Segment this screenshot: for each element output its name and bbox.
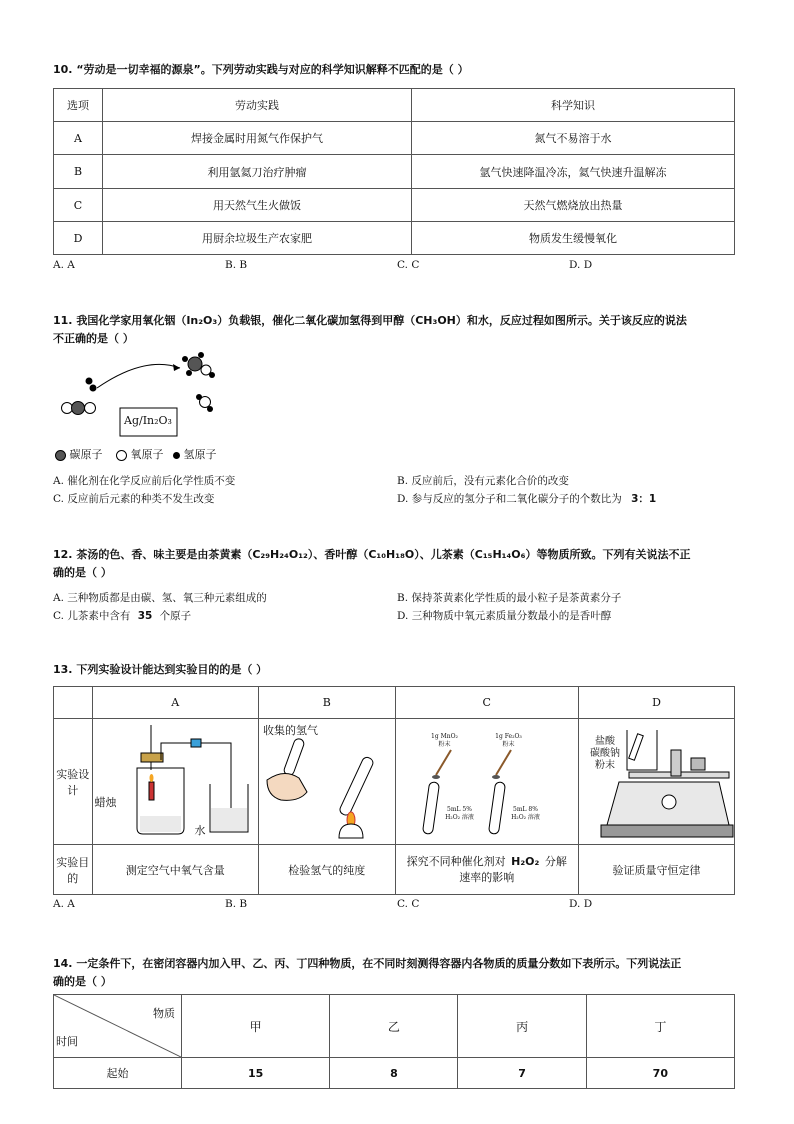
reaction-arrow [97, 364, 180, 388]
q13-purpose-c-line2: 速率的影响 [459, 870, 515, 884]
carbon-atom [188, 357, 202, 371]
beaker-water [211, 808, 247, 831]
fig-d-acid-label: 盐酸 [595, 735, 615, 747]
test-tube-inverted [283, 737, 305, 776]
q13-purpose-c-suffix: 分解 [544, 854, 567, 868]
q11-option-d[interactable] [397, 491, 656, 506]
test-tube-right [488, 781, 505, 834]
q11-legend-hydrogen: 氢原子 [183, 448, 217, 461]
q14-value-yi: 8 [330, 1058, 458, 1089]
q14-stem-line1: 14. 一定条件下，在密闭容器内加入甲、乙、丙、丁四种物质，在不同时刻测得容器内各物质的质量分数如下表所示。下列说法正 [53, 957, 682, 970]
test-tube-left [422, 781, 439, 834]
fig-a-water-label: 水 [194, 823, 206, 837]
q10-header-knowledge: 科学知识 [412, 89, 735, 122]
q10-row-b-knowledge: 氩气快速降温冷冻，氦气快速升温解冻 [412, 155, 735, 189]
fig-d-carbonate-label: 碳酸钠 粉末 [590, 747, 620, 771]
fig-a-candle-label: 蜡烛 [94, 795, 117, 809]
q11-stem-line2: 不正确的是（ ） [53, 332, 134, 345]
q13-purpose-b: 检验氢气的纯度 [259, 845, 396, 895]
hydrogen-atom [182, 356, 188, 362]
powder-left [432, 775, 440, 779]
q14-corner-top: 物质 [153, 1007, 175, 1020]
q14-header-bing: 丙 [458, 995, 586, 1058]
q13-purpose-d: 验证质量守恒定律 [579, 845, 735, 895]
q14-corner-bottom: 时间 [56, 1035, 78, 1048]
q12-option-c-suffix: 个原子 [159, 610, 192, 622]
q13-col-b: B [259, 687, 396, 719]
q13-purpose-a: 测定空气中氧气含量 [92, 845, 259, 895]
hand-icon [267, 773, 307, 800]
q13-option-a[interactable]: A. A [53, 898, 75, 910]
q12-option-d[interactable]: D. 三种物质中氧元素质量分数最小的是香叶醇 [397, 610, 612, 622]
q10-row-b-option: B [54, 155, 103, 189]
q10-option-c[interactable]: C. C [397, 259, 420, 271]
q13-col-d: D [579, 687, 735, 719]
q10-stem: 10. “劳动是一切幸福的源泉”。下列劳动实践与对应的科学知识解释不匹配的是（ ） [53, 63, 469, 76]
hydrogen-atom [186, 370, 192, 376]
q14-header-ding: 丁 [586, 995, 734, 1058]
q11-option-d-ratio: 3：1 [631, 493, 657, 505]
q11-catalyst-label: Ag/In₂O₃ [124, 414, 172, 427]
balance-pillar [671, 750, 681, 776]
hydrogen-atom [207, 406, 213, 412]
q10-table [53, 88, 735, 255]
fig-c-mno2-label: 1g MnO₂ 粉末 [431, 732, 458, 748]
q13-fig-b-cell [259, 719, 396, 845]
q13-table [53, 686, 735, 895]
q13-fig-c-cell [395, 719, 579, 845]
q14-value-jia: 15 [182, 1058, 330, 1089]
q13-col-c: C [395, 687, 579, 719]
q11-legend-oxygen: 氧原子 [130, 448, 164, 461]
oxygen-atom [62, 403, 73, 414]
q14-table [53, 994, 735, 1089]
q13-fig-c-apparatus [396, 720, 571, 844]
q10-row-d-knowledge: 物质发生缓慢氧化 [412, 222, 735, 255]
q11-legend-carbon: 碳原子 [69, 448, 103, 461]
q11-legend [55, 446, 217, 462]
hydrogen-legend-icon [173, 452, 180, 459]
clamp [191, 739, 201, 747]
q14-row-label: 起始 [54, 1058, 182, 1089]
arrow-head [173, 364, 180, 371]
q11-option-a[interactable]: A. 催化剂在化学反应前后化学性质不变 [53, 475, 236, 487]
q13-stem: 13. 下列实验设计能达到实验目的的是（ ） [53, 663, 268, 676]
candle-body [149, 782, 154, 800]
q11-option-c[interactable]: C. 反应前后元素的种类不发生改变 [53, 493, 215, 505]
spatula-right [496, 750, 511, 775]
candle-flame [149, 774, 153, 782]
q13-fig-a-cell [92, 719, 259, 845]
powder-right [492, 775, 500, 779]
q13-corner [54, 687, 93, 719]
q12-option-c-text: C. 儿茶素中含有 [53, 610, 131, 622]
q13-col-a: A [92, 687, 259, 719]
q14-header-yi: 乙 [330, 995, 458, 1058]
q12-option-c-count: 35 [137, 610, 153, 622]
carbon-legend-icon [55, 450, 66, 461]
q14-corner-cell [54, 995, 182, 1058]
q10-row-a-option: A [54, 122, 103, 155]
q10-row-c-practice: 用天然气生火做饭 [103, 189, 412, 222]
q13-fig-b-apparatus [259, 720, 387, 844]
spatula-left [436, 750, 451, 775]
balance-dial [662, 795, 676, 809]
carbon-atom [72, 402, 85, 415]
fig-c-fe2o3-label: 1g Fe₂O₃ 粉末 [495, 732, 522, 748]
q12-stem-line1: 12. 茶汤的色、香、味主要是由茶黄素（C₂₉H₂₄O₁₂）、香叶醇（C₁₀H₁₈O）、儿茶素（C₁₅H₁₄O₆）等物质所致。下列有关说法不正 [53, 548, 691, 561]
q12-option-c[interactable] [53, 608, 191, 623]
q13-purpose-c-formula: H₂O₂ [511, 854, 540, 868]
q10-header-option: 选项 [54, 89, 103, 122]
hydrogen-atom [209, 372, 215, 378]
q11-option-d-text: D. 参与反应的氢分子和二氧化碳分子的个数比为 [397, 493, 622, 505]
hydrogen-atom [86, 378, 93, 385]
q13-row1-label: 实验设计 [54, 719, 93, 845]
q12-stem-line2: 确的是（ ） [53, 566, 112, 579]
q14-value-bing: 7 [458, 1058, 586, 1089]
q10-row-b-practice: 利用氩氦刀治疗肿瘤 [103, 155, 412, 189]
q12-option-a[interactable]: A. 三种物质都是由碳、氢、氧三种元素组成的 [53, 592, 267, 604]
q10-header-practice: 劳动实践 [103, 89, 412, 122]
test-tube [338, 755, 374, 816]
oxygen-legend-icon [116, 450, 127, 461]
oxygen-atom [85, 403, 96, 414]
q13-row2-label: 实验目的 [54, 845, 93, 895]
stopper [141, 753, 163, 762]
q13-fig-d-cell [579, 719, 735, 845]
balance-base [601, 825, 733, 837]
q10-row-c-option: C [54, 189, 103, 222]
fig-b-collect-label: 收集的氢气 [263, 723, 318, 737]
q10-row-d-option: D [54, 222, 103, 255]
fig-c-h2o2-left-label: 5mL 5% H₂O₂ 溶液 [445, 805, 474, 821]
q10-row-d-practice: 用厨余垃圾生产农家肥 [103, 222, 412, 255]
q11-stem-line1: 11. 我国化学家用氧化铟（In₂O₃）负载银，催化二氧化碳加氢得到甲醇（CH₃OH）和水，反应过程如图所示。关于该反应的说法 [53, 314, 687, 327]
q10-option-b[interactable]: B. B [225, 259, 248, 271]
q11-option-b[interactable]: B. 反应前后，没有元素化合价的改变 [397, 475, 569, 487]
q14-stem-line2: 确的是（ ） [53, 975, 112, 988]
hydrogen-atom [196, 394, 202, 400]
weight [691, 758, 705, 770]
q13-fig-a-apparatus [93, 720, 251, 844]
q13-purpose-c-text: 探究不同种催化剂对 [406, 854, 506, 868]
q10-option-d[interactable]: D. D [569, 259, 593, 271]
delivery-tube [161, 743, 231, 815]
q12-option-b[interactable]: B. 保持茶黄素化学性质的最小粒子是茶黄素分子 [397, 592, 622, 604]
q13-purpose-c [395, 845, 579, 895]
q13-option-b[interactable]: B. B [225, 898, 248, 910]
hydrogen-atom [198, 352, 204, 358]
fig-c-h2o2-right-label: 5mL 8% H₂O₂ 溶液 [511, 805, 540, 821]
q13-option-d[interactable]: D. D [569, 898, 593, 910]
q14-header-jia: 甲 [182, 995, 330, 1058]
q14-value-ding: 70 [586, 1058, 734, 1089]
alcohol-lamp [339, 824, 363, 838]
q10-row-a-practice: 焊接金属时用氮气作保护气 [103, 122, 412, 155]
q10-row-c-knowledge: 天然气燃烧放出热量 [412, 189, 735, 222]
q13-option-c[interactable]: C. C [397, 898, 420, 910]
q10-option-a[interactable]: A. A [53, 259, 75, 271]
bottle-water [140, 816, 181, 832]
small-tube [629, 733, 644, 759]
q10-row-a-knowledge: 氮气不易溶于水 [412, 122, 735, 155]
hydrogen-atom [90, 385, 97, 392]
